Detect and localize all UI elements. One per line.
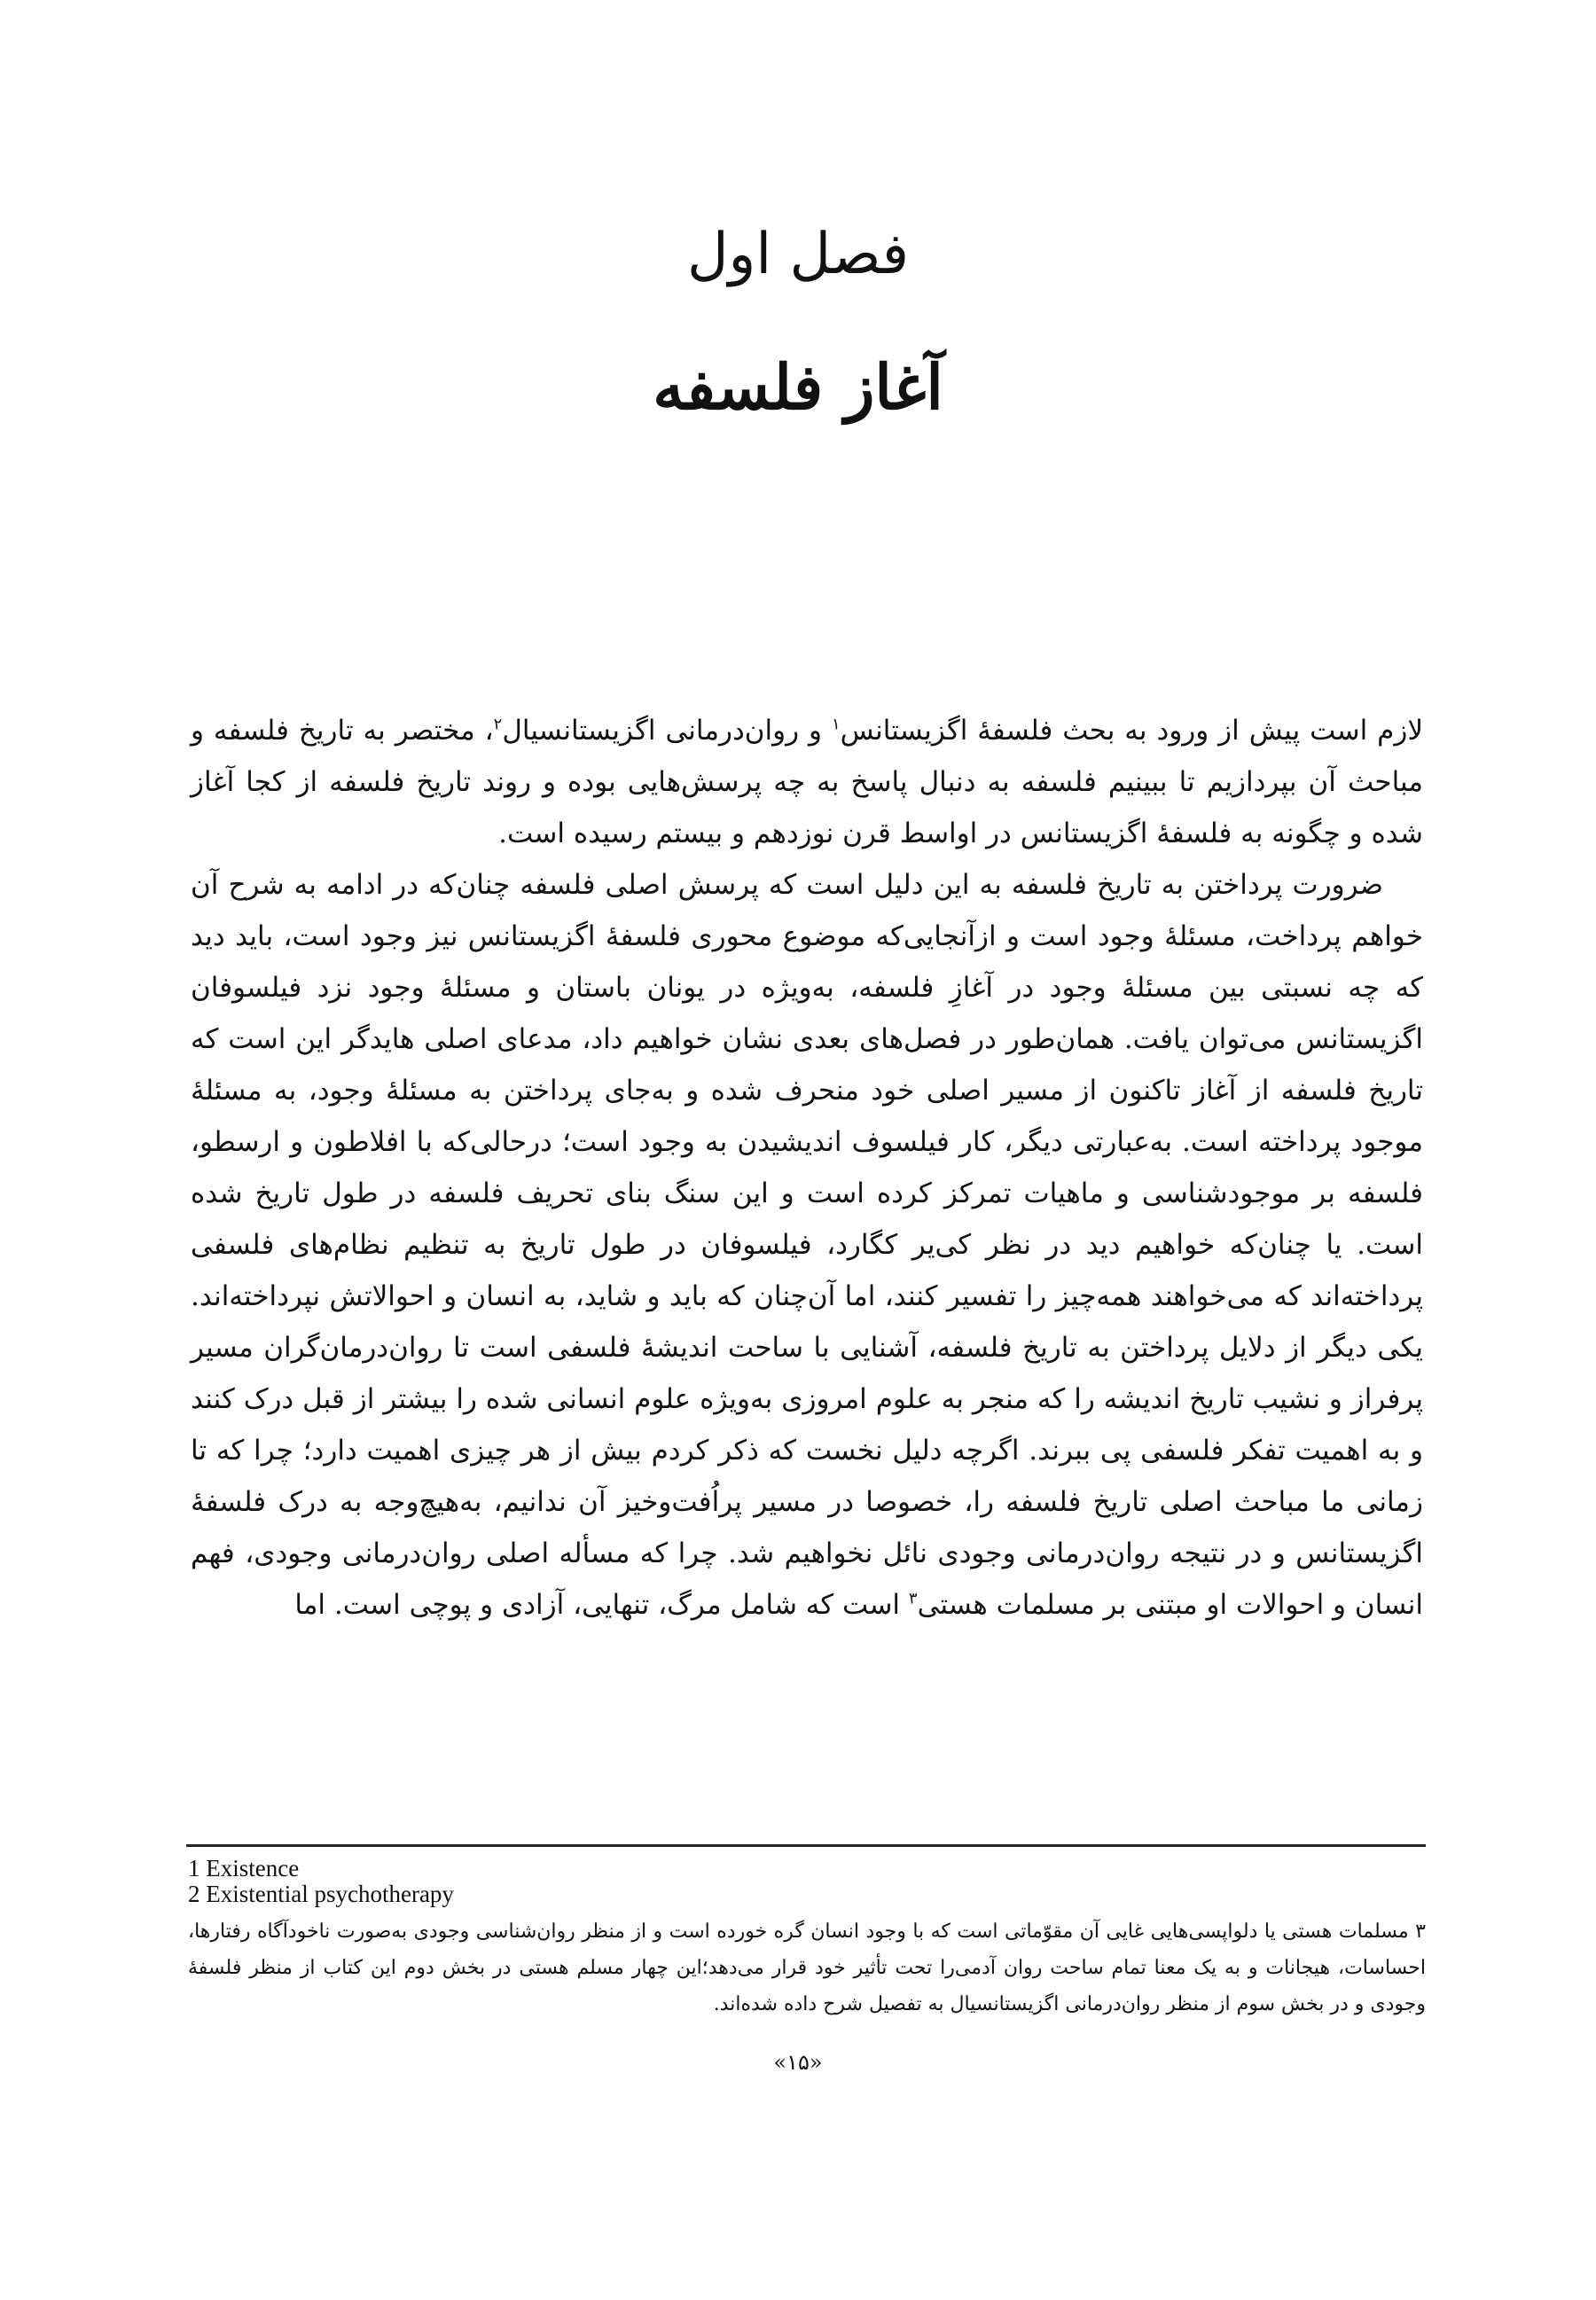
footnote-2: 2 Existential psychotherapy [188,1881,454,1907]
paragraph-2: ضرورت پرداختن به تاریخ فلسفه به این دلیل است که پرسش اصلی فلسفه چنان‌که در ادامه به شرح آن خواهم پرداخت، مسئلهٔ وجود است و ازآنجایی‌که موضوع محوری فلسفهٔ اگزیستانس نیز وجود است، باید دید که چه نسبتی بین مسئلهٔ وجود در آغازِ فلسفه، به‌ویژه در یونان باستان و مسئلهٔ وجود نزد فیلسوفان اگزیستانس می‌توان یافت. همان‌طور در فصل‌های بعدی نشان خواهیم داد، مدعای اصلی هایدگر این است که تاریخ فلسفه از آغاز تاکنون از مسیر اصلی خود منحرف شده و به‌جای پرداختن به مسئلهٔ وجود، به مسئلهٔ موجود پرداخته است. به‌عبارتی دیگر، کار فیلسوف اندیشیدن به وجود است؛ درحالی‌که با افلاطون و ارسطو، فلسفه بر موجودشناسی و ماهیات تمرکز کرده است و این سنگ بنای تحریف فلسفه در طول تاریخ شده است. یا چنان‌که خواهیم دید در نظر کی‌یر کگارد، فیلسوفان در طول تاریخ به تنظیم نظام‌های فلسفی پرداخته‌اند که می‌خواهند همه‌چیز را تفسیر کنند، اما آن‌چنان که باید و شاید، به انسان و احوالاتش نپرداخته‌اند. یکی دیگر از دلایل پرداختن به تاریخ فلسفه، آشنایی با ساحت اندیشهٔ فلسفی است تا روان‌درمان‌گران مسیر پرفراز و نشیب تاریخ اندیشه را که منجر به علوم امروزی به‌ویژه علوم انسانی شده را بیشتر از قبل درک کنند و به اهمیت تفکر فلسفی پی ببرند. اگرچه دلیل نخست که ذکر کردم بیش از هر چیزی اهمیت دارد؛ چرا که تا زمانی ما مباحث اصلی تاریخ فلسفه را، خصوصا در مسیر پراُفت‌وخیز آن ندانیم، به‌هیچ‌وجه به درک فلسفهٔ اگزیستانس و در نتیجه روان‌درمانی وجودی نائل نخواهیم شد. چرا که مسأله اصلی روان‌درمانی وجودی، فهم انسان و احوالات او مبتنی بر مسلمات هستی$^۳$ است که شامل مرگ، تنهایی، آزادی و پوچی است. اما [191,869,1423,1621]
footnote-ref-1[interactable]: ۱ [831,715,841,734]
page-number: «۱۵» [773,2050,823,2075]
chapter-title: آغاز فلسفه [653,350,943,424]
footnotes-english [188,1856,897,1907]
body-text [191,705,1423,1631]
paragraph-1: لازم است پیش از ورود به بحث فلسفهٔ اگزیستانس$^۱$ و روان‌درمانی اگزیستانسیال$^۲$، مختصر به تاریخ فلسفه و مباحث آن بپردازیم تا ببینیم فلسفه به دنبال پاسخ به چه پرسش‌هایی بوده و روند تاریخ فلسفه از کجا آغاز شده و چگونه به فلسفهٔ اگزیستانس در اواسط قرن نوزدهم و بیستم رسیده است. [191,715,1423,849]
footnote-ref-2[interactable]: ۲ [493,715,503,734]
footnote-ref-3[interactable]: ۳ [908,1589,918,1608]
footnote-3: ۳ مسلمات هستی یا دلواپسی‌هایی غایی آن مقوّماتی است که با وجود انسان گره خورده است و از منظر روان‌شناسی وجودی به‌صورت ناخودآگاه رفتارها، احساسات، هیجانات و به یک معنا تمام ساحت روان آدمی‌را تحت تأثیر خود قرار می‌دهد؛این چهار مسلم هستی در بخش دوم این کتاب از منظر فلسفهٔ وجودی و در بخش سوم از منظر روان‌درمانی اگزیستانسیال به تفصیل شرح داده شده‌اند. [188,1921,1426,2015]
footnote-1: 1 Existence [188,1855,300,1881]
chapter-label: فصل اول [686,222,910,287]
footnote-divider [186,1844,1426,1847]
